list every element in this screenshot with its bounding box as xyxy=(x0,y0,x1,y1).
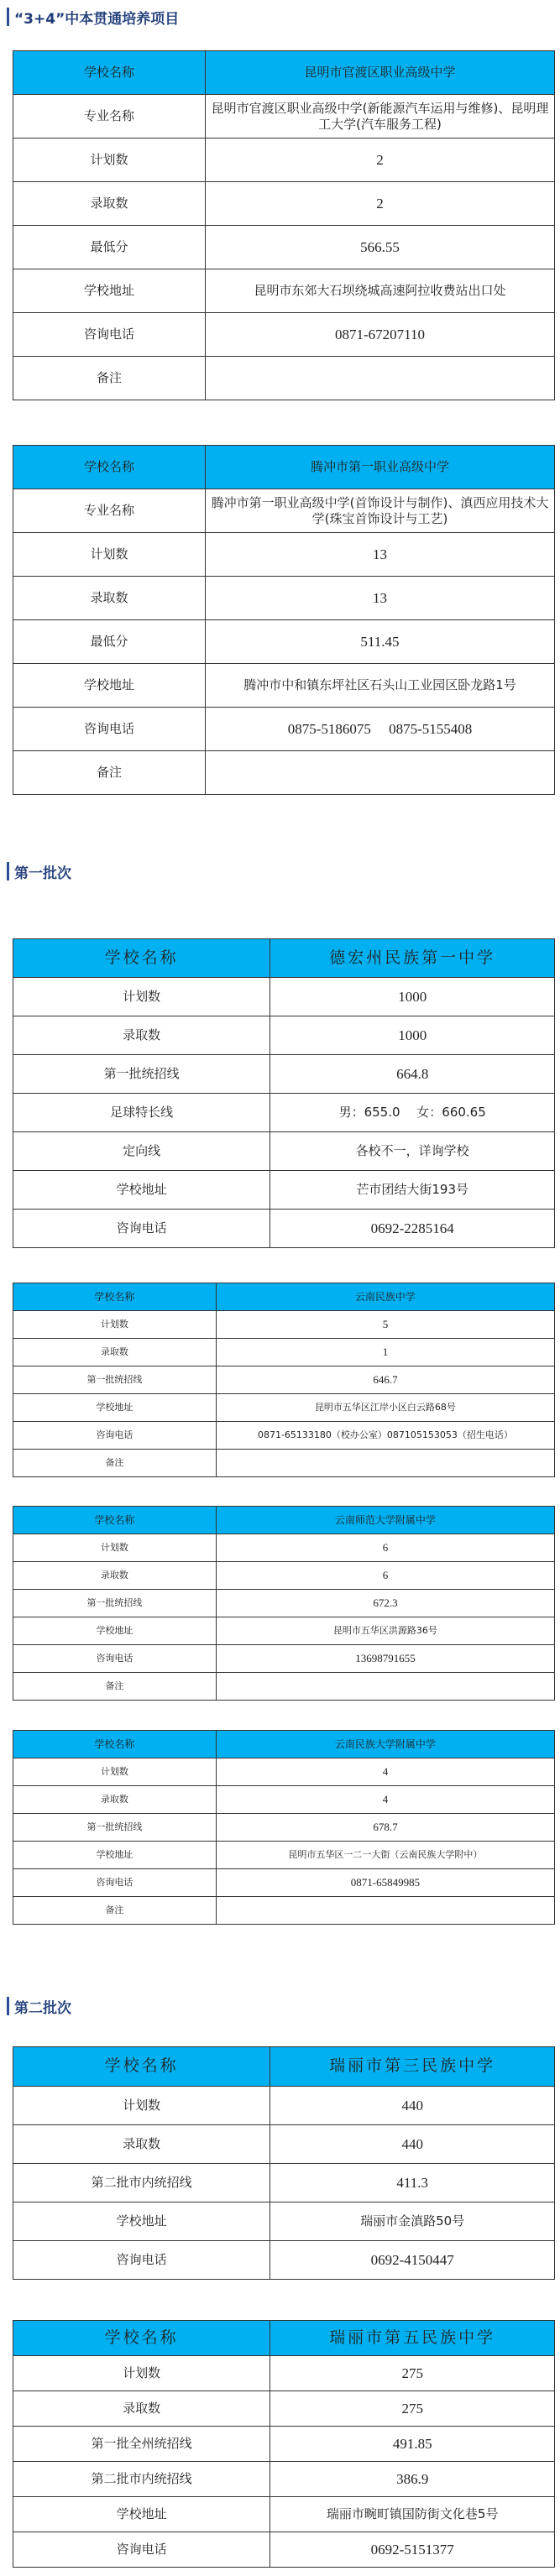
field-label: 第一批统招线 xyxy=(13,1366,217,1394)
school-info-table xyxy=(13,1283,555,1477)
field-value: 腾冲市中和镇东坪社区石头山工业园区卧龙路1号 xyxy=(205,664,554,708)
field-label: 计划数 xyxy=(13,2356,270,2391)
school-name-label: 学校名称 xyxy=(13,2321,270,2356)
table-row xyxy=(13,226,555,269)
school-name-label: 学校名称 xyxy=(13,939,270,978)
field-value: 440 xyxy=(270,2125,555,2164)
table-row xyxy=(13,2241,555,2280)
field-value: 0692-4150447 xyxy=(270,2241,555,2280)
field-value: 瑞丽市畹町镇国防街文化巷5号 xyxy=(270,2497,555,2532)
field-value: 0692-2285164 xyxy=(270,1210,555,1248)
field-label: 第一批统招线 xyxy=(13,1055,270,1094)
field-value xyxy=(205,751,554,795)
field-label: 备注 xyxy=(13,751,206,795)
field-value: 1000 xyxy=(270,978,555,1016)
table-row xyxy=(13,1311,555,1339)
table-row xyxy=(13,1645,555,1673)
field-value xyxy=(216,1450,554,1477)
table-row xyxy=(13,2125,555,2164)
section-title-text: 第二批次 xyxy=(14,1999,71,2017)
field-value: 2 xyxy=(205,138,554,182)
field-label: 录取数 xyxy=(13,1016,270,1055)
field-label: 咨询电话 xyxy=(13,1869,217,1897)
school-name: 昆明市官渡区职业高级中学 xyxy=(205,51,554,95)
field-value: 13 xyxy=(205,577,554,620)
table-row xyxy=(13,1814,555,1842)
section-title xyxy=(7,8,179,26)
table-header-row xyxy=(13,2047,555,2087)
field-value: 13698791655 xyxy=(216,1645,554,1673)
field-label: 计划数 xyxy=(13,1311,217,1339)
table-row xyxy=(13,1869,555,1897)
school-name-label: 学校名称 xyxy=(13,1507,217,1534)
table-row xyxy=(13,1016,555,1055)
field-label: 录取数 xyxy=(13,2125,270,2164)
field-label: 第二批市内统招线 xyxy=(13,2164,270,2202)
field-label: 学校地址 xyxy=(13,1394,217,1422)
field-label: 专业名称 xyxy=(13,95,206,138)
field-label: 第一批统招线 xyxy=(13,1814,217,1842)
field-value: 2 xyxy=(205,182,554,226)
table-header-row xyxy=(13,446,555,489)
table-row xyxy=(13,1339,555,1366)
table-row xyxy=(13,620,555,664)
table-row xyxy=(13,2462,555,2497)
table-row xyxy=(13,708,555,751)
field-value: 646.7 xyxy=(216,1366,554,1394)
field-label: 第一批全州统招线 xyxy=(13,2427,270,2462)
field-value: 4 xyxy=(216,1786,554,1814)
school-name-label: 学校名称 xyxy=(13,51,206,95)
field-value: 0871-65133180（校办公室）087105153053（招生电话） xyxy=(216,1422,554,1450)
table-row xyxy=(13,1055,555,1094)
field-value: 440 xyxy=(270,2087,555,2125)
field-value: 芒市团结大街193号 xyxy=(270,1171,555,1210)
school-name: 云南民族大学附属中学 xyxy=(216,1731,554,1758)
school-name-label: 学校名称 xyxy=(13,1731,217,1758)
table-row xyxy=(13,182,555,226)
section-title-text: 第一批次 xyxy=(14,865,71,882)
table-row xyxy=(13,313,555,357)
table-row xyxy=(13,533,555,577)
field-label: 计划数 xyxy=(13,533,206,577)
field-label: 专业名称 xyxy=(13,489,206,533)
field-value: 6 xyxy=(216,1534,554,1562)
field-label: 计划数 xyxy=(13,1534,217,1562)
table-row xyxy=(13,1758,555,1786)
table-row xyxy=(13,2427,555,2462)
table-row xyxy=(13,577,555,620)
table-row xyxy=(13,1842,555,1869)
field-label: 录取数 xyxy=(13,182,206,226)
table-row xyxy=(13,1366,555,1394)
field-value: 昆明市五华区洪源路36号 xyxy=(216,1617,554,1645)
section-marker-bar xyxy=(7,1997,9,2015)
field-label: 学校地址 xyxy=(13,1842,217,1869)
field-label: 学校地址 xyxy=(13,1617,217,1645)
section-marker-bar xyxy=(7,8,9,26)
table-row xyxy=(13,2497,555,2532)
field-label: 咨询电话 xyxy=(13,1645,217,1673)
field-label: 学校地址 xyxy=(13,1171,270,1210)
field-value: 各校不一，详询学校 xyxy=(270,1132,555,1171)
table-row xyxy=(13,2087,555,2125)
field-value: 昆明市官渡区职业高级中学(新能源汽车运用与维修)、昆明理工大学(汽车服务工程) xyxy=(205,95,554,138)
school-name: 云南师范大学附属中学 xyxy=(216,1507,554,1534)
field-value: 昆明市五华区一二一大街（云南民族大学附中） xyxy=(216,1842,554,1869)
field-value: 男：655.0 女：660.65 xyxy=(270,1094,555,1132)
field-label: 备注 xyxy=(13,1897,217,1925)
table-row xyxy=(13,1450,555,1477)
field-label: 备注 xyxy=(13,357,206,400)
field-label: 录取数 xyxy=(13,1562,217,1590)
table-row xyxy=(13,1897,555,1925)
field-label: 录取数 xyxy=(13,1786,217,1814)
table-row xyxy=(13,1590,555,1617)
section-title xyxy=(7,1997,71,2015)
field-label: 咨询电话 xyxy=(13,708,206,751)
table-header-row xyxy=(13,1507,555,1534)
field-value: 4 xyxy=(216,1758,554,1786)
school-name-label: 学校名称 xyxy=(13,1283,217,1311)
table-row xyxy=(13,2164,555,2202)
field-label: 备注 xyxy=(13,1673,217,1701)
field-value: 678.7 xyxy=(216,1814,554,1842)
table-row xyxy=(13,269,555,313)
field-value: 1000 xyxy=(270,1016,555,1055)
table-header-row xyxy=(13,51,555,95)
field-label: 学校地址 xyxy=(13,2497,270,2532)
table-row xyxy=(13,2532,555,2568)
table-row xyxy=(13,978,555,1016)
table-header-row xyxy=(13,939,555,978)
field-value: 672.3 xyxy=(216,1590,554,1617)
field-label: 学校地址 xyxy=(13,664,206,708)
table-row xyxy=(13,1422,555,1450)
field-label: 计划数 xyxy=(13,2087,270,2125)
field-value: 1 xyxy=(216,1339,554,1366)
field-label: 录取数 xyxy=(13,1339,217,1366)
table-row xyxy=(13,357,555,400)
field-label: 定向线 xyxy=(13,1132,270,1171)
field-label: 学校地址 xyxy=(13,2202,270,2241)
field-label: 录取数 xyxy=(13,2391,270,2427)
section-title xyxy=(7,862,71,880)
school-info-table xyxy=(13,445,555,795)
field-label: 咨询电话 xyxy=(13,313,206,357)
table-row xyxy=(13,1132,555,1171)
field-label: 第二批市内统招线 xyxy=(13,2462,270,2497)
field-value: 昆明市东郊大石坝绕城高速阿拉收费站出口处 xyxy=(205,269,554,313)
section-title-text: “3+4”中本贯通培养项目 xyxy=(14,10,180,28)
school-name: 瑞丽市第五民族中学 xyxy=(270,2321,555,2356)
field-value: 0692-5151377 xyxy=(270,2532,555,2568)
field-value: 瑞丽市金滇路50号 xyxy=(270,2202,555,2241)
table-header-row xyxy=(13,1731,555,1758)
field-label: 计划数 xyxy=(13,138,206,182)
field-label: 计划数 xyxy=(13,1758,217,1786)
field-value: 664.8 xyxy=(270,1055,555,1094)
field-label: 最低分 xyxy=(13,620,206,664)
school-name: 德宏州民族第一中学 xyxy=(270,939,555,978)
table-row xyxy=(13,95,555,138)
field-value xyxy=(216,1673,554,1701)
table-row xyxy=(13,1534,555,1562)
field-value: 566.55 xyxy=(205,226,554,269)
field-label: 咨询电话 xyxy=(13,2532,270,2568)
school-info-table xyxy=(13,2320,555,2568)
field-label: 第一批统招线 xyxy=(13,1590,217,1617)
school-name: 瑞丽市第三民族中学 xyxy=(270,2047,555,2087)
field-value: 0871-65849985 xyxy=(216,1869,554,1897)
field-value: 386.9 xyxy=(270,2462,555,2497)
field-value: 5 xyxy=(216,1311,554,1339)
table-row xyxy=(13,751,555,795)
field-value: 491.85 xyxy=(270,2427,555,2462)
table-row xyxy=(13,1673,555,1701)
school-name-label: 学校名称 xyxy=(13,446,206,489)
field-value: 0871-67207110 xyxy=(205,313,554,357)
field-value: 6 xyxy=(216,1562,554,1590)
table-header-row xyxy=(13,2321,555,2356)
field-value: 511.45 xyxy=(205,620,554,664)
table-row xyxy=(13,1171,555,1210)
field-value: 昆明市五华区江岸小区白云路68号 xyxy=(216,1394,554,1422)
table-row xyxy=(13,1394,555,1422)
table-row xyxy=(13,1786,555,1814)
table-row xyxy=(13,2202,555,2241)
school-info-table xyxy=(13,938,555,1248)
field-value: 0875-5186075 0875-5155408 xyxy=(205,708,554,751)
school-info-table xyxy=(13,2046,555,2280)
field-label: 足球特长线 xyxy=(13,1094,270,1132)
field-label: 录取数 xyxy=(13,577,206,620)
field-value: 275 xyxy=(270,2356,555,2391)
field-label: 备注 xyxy=(13,1450,217,1477)
table-row xyxy=(13,664,555,708)
field-value: 腾冲市第一职业高级中学(首饰设计与制作)、滇西应用技术大学(珠宝首饰设计与工艺) xyxy=(205,489,554,533)
field-label: 咨询电话 xyxy=(13,1422,217,1450)
school-name: 腾冲市第一职业高级中学 xyxy=(205,446,554,489)
field-value: 275 xyxy=(270,2391,555,2427)
school-info-table xyxy=(13,1506,555,1701)
field-value: 13 xyxy=(205,533,554,577)
school-name: 云南民族中学 xyxy=(216,1283,554,1311)
table-row xyxy=(13,2391,555,2427)
field-label: 学校地址 xyxy=(13,269,206,313)
field-value xyxy=(205,357,554,400)
school-info-table xyxy=(13,1730,555,1925)
field-value xyxy=(216,1897,554,1925)
table-row xyxy=(13,1210,555,1248)
table-header-row xyxy=(13,1283,555,1311)
table-row xyxy=(13,2356,555,2391)
school-info-table xyxy=(13,50,555,400)
school-name-label: 学校名称 xyxy=(13,2047,270,2087)
section-marker-bar xyxy=(7,862,9,880)
field-label: 计划数 xyxy=(13,978,270,1016)
table-row xyxy=(13,1617,555,1645)
table-row xyxy=(13,489,555,533)
field-label: 咨询电话 xyxy=(13,1210,270,1248)
field-label: 咨询电话 xyxy=(13,2241,270,2280)
field-value: 411.3 xyxy=(270,2164,555,2202)
field-label: 最低分 xyxy=(13,226,206,269)
table-row xyxy=(13,1562,555,1590)
table-row xyxy=(13,1094,555,1132)
table-row xyxy=(13,138,555,182)
